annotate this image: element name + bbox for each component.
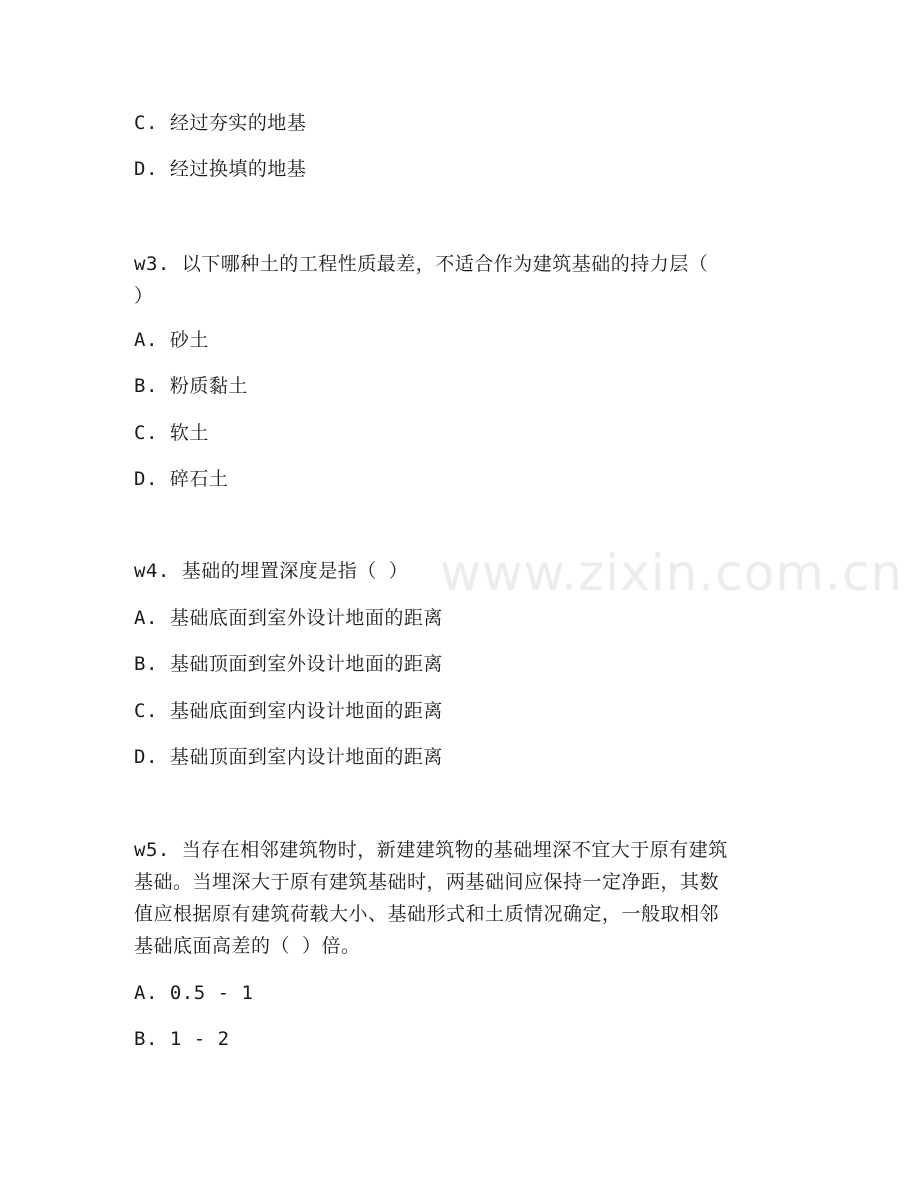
q3-option-a: A. 砂土 [134, 329, 209, 351]
q3-option-c: C. 软土 [134, 422, 209, 444]
q5-stem-line: 基础。当埋深大于原有建筑基础时，两基础间应保持一定净距，其数 [134, 871, 720, 893]
q5-stem [134, 834, 784, 962]
q5-stem-line: w5. 当存在相邻建筑物时，新建建筑物的基础埋深不宜大于原有建筑 [134, 839, 728, 861]
q3-option-d: D. 碎石土 [134, 468, 229, 490]
q5-option-b: B. 1 - 2 [134, 1028, 230, 1050]
q3-stem [134, 248, 784, 312]
q4-option-a: A. 基础底面到室外设计地面的距离 [134, 607, 443, 629]
q2-option-d: D. 经过换填的地基 [134, 158, 307, 180]
q5-stem-line: 值应根据原有建筑荷载大小、基础形式和土质情况确定，一般取相邻 [134, 903, 720, 925]
q4-stem: w4. 基础的埋置深度是指（ ） [134, 560, 409, 582]
q2-option-c: C. 经过夯实的地基 [134, 112, 307, 134]
q5-stem-line: 基础底面高差的（ ）倍。 [134, 935, 361, 957]
q4-option-b: B. 基础顶面到室外设计地面的距离 [134, 653, 443, 675]
q4-option-d: D. 基础顶面到室内设计地面的距离 [134, 746, 443, 768]
q3-stem-line: w3. 以下哪种土的工程性质最差，不适合作为建筑基础的持力层（ [134, 253, 709, 275]
q4-option-c: C. 基础底面到室内设计地面的距离 [134, 700, 443, 722]
q3-stem-line: ） [134, 285, 154, 307]
q3-option-b: B. 粉质黏土 [134, 375, 248, 397]
q5-option-a: A. 0.5 - 1 [134, 982, 254, 1004]
watermark: www.zixin.com.cn [440, 544, 904, 602]
